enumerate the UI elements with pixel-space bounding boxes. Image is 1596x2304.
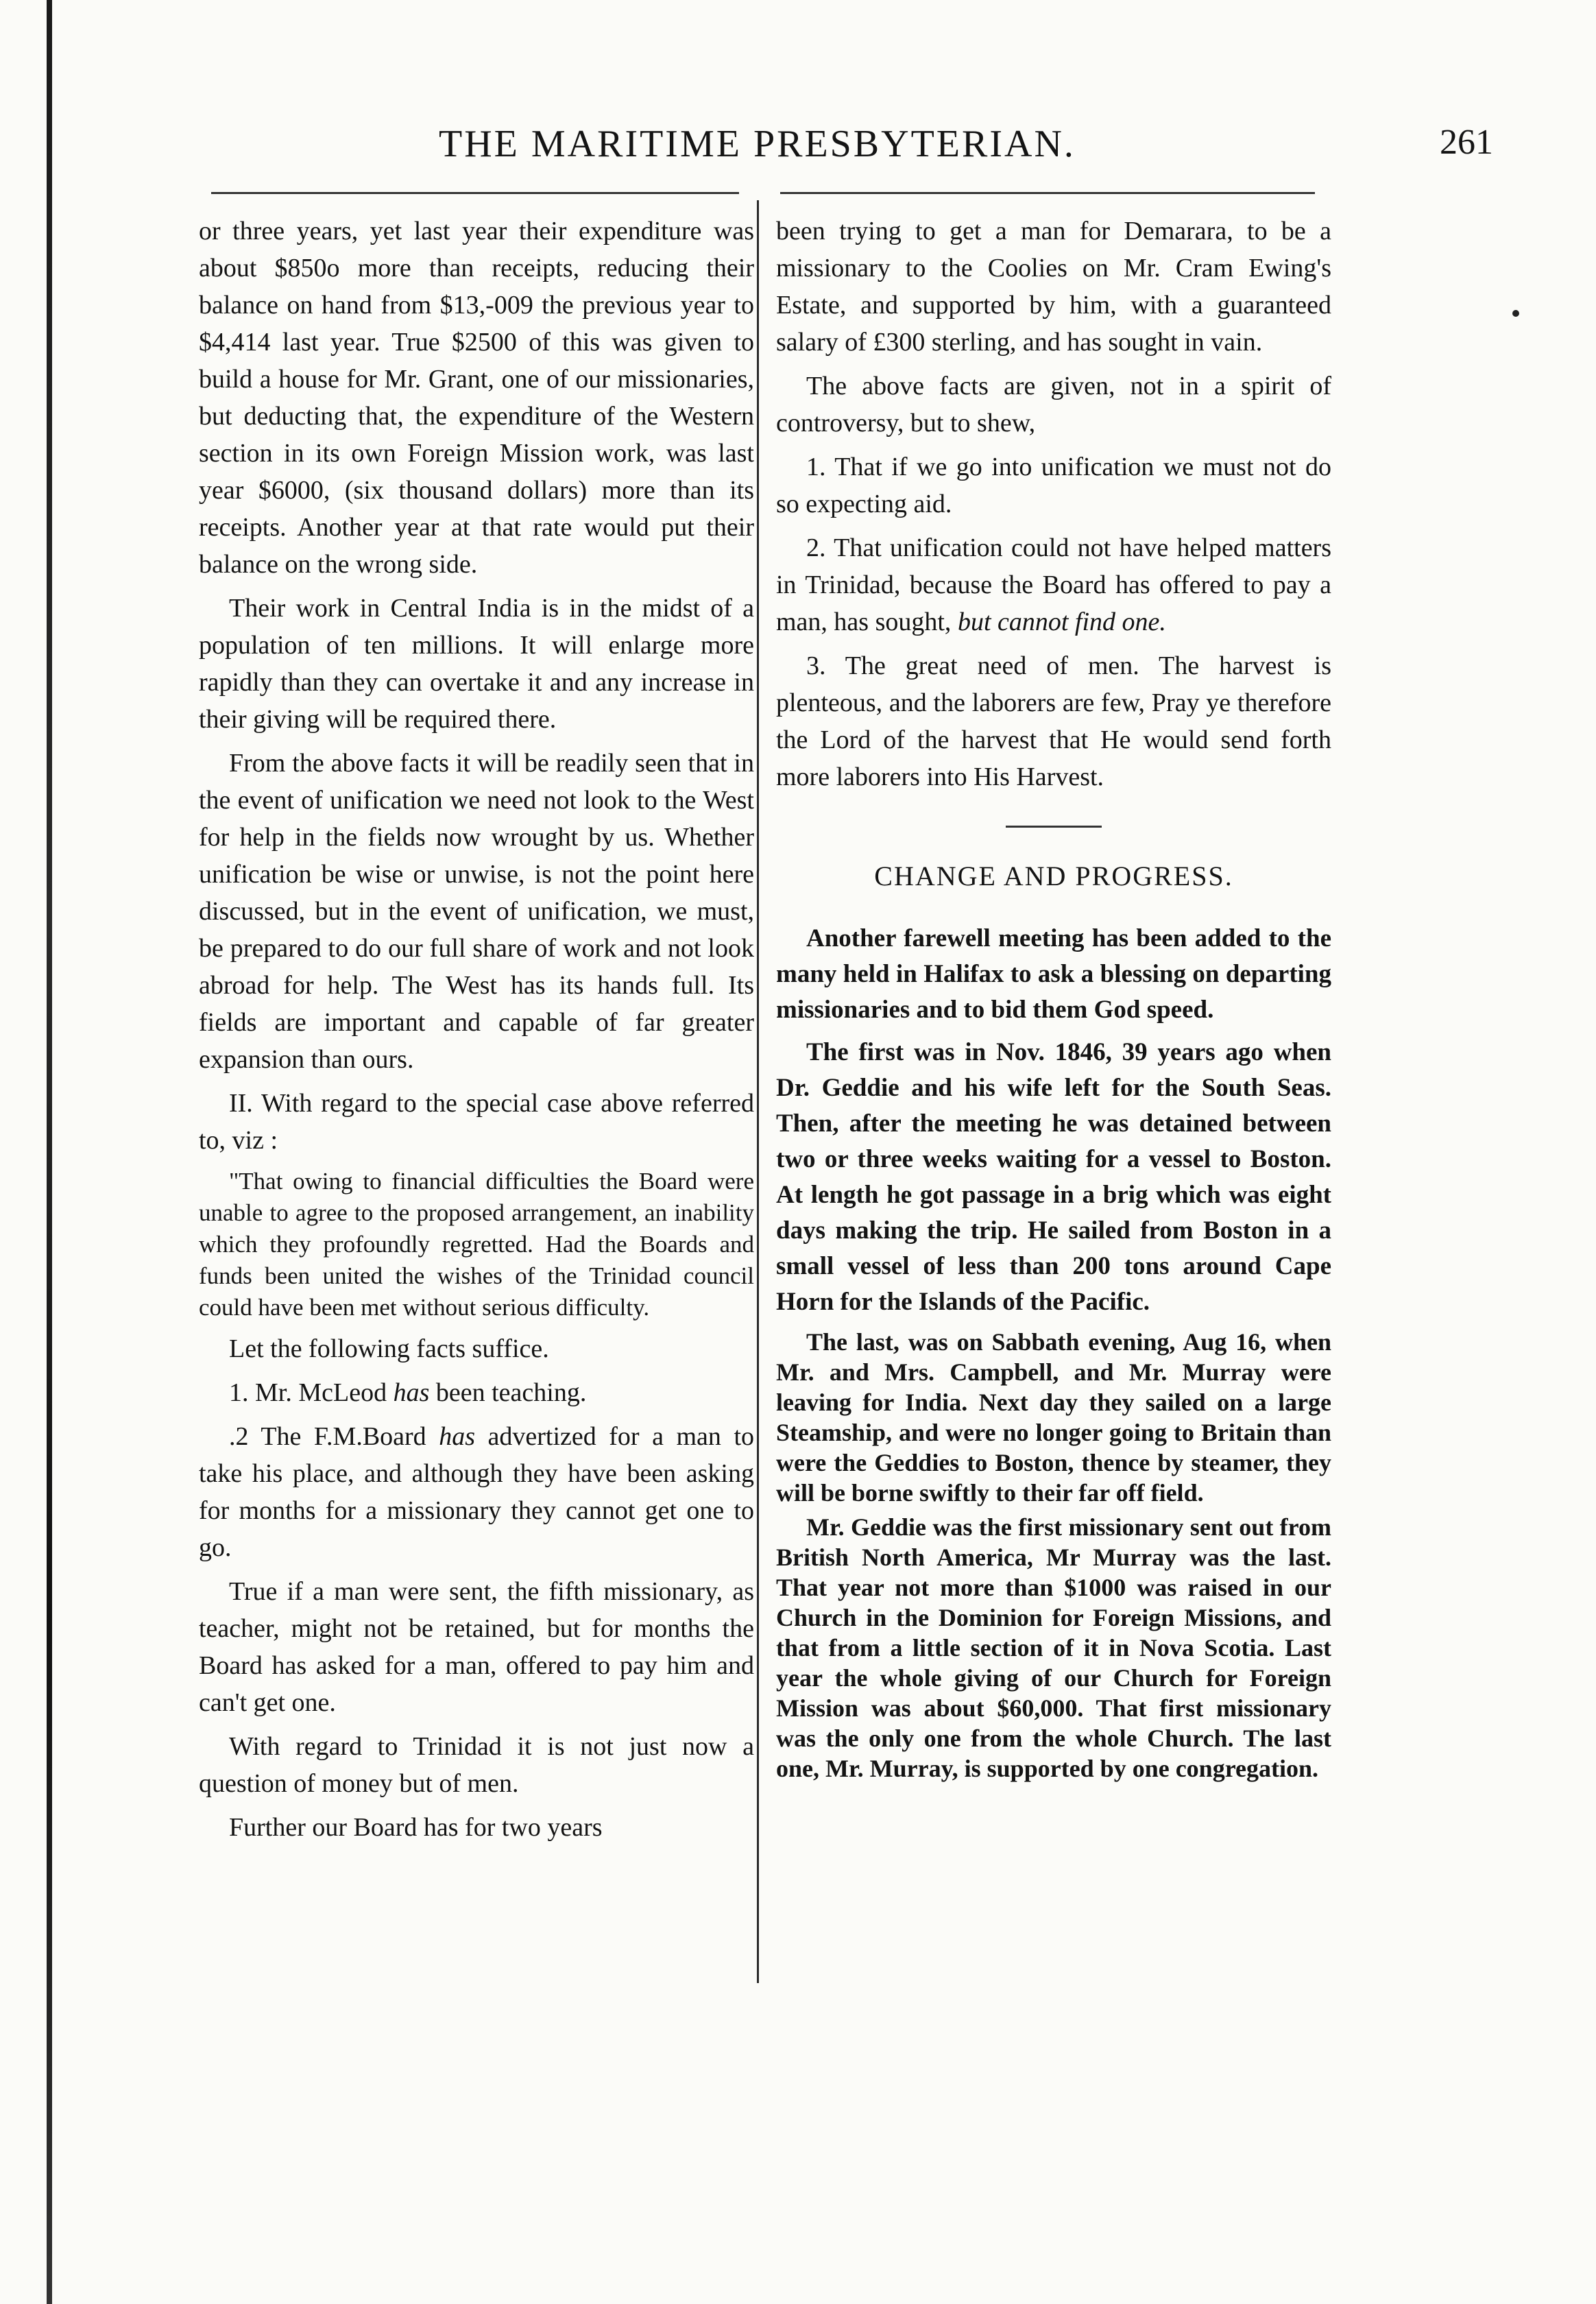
list-item-text: 1. Mr. McLeod (229, 1378, 394, 1407)
paragraph: The above facts are given, not in a spirit of controversy, but to shew, (776, 372, 1331, 437)
list-item: 3. The great need of men. The harvest is plenteous, and the laborers are few, Pray ye therefore the Lord of the harvest that He would send forth more laborers into His Harvest. (776, 651, 1331, 791)
paragraph: Further our Board has for two years (229, 1813, 603, 1842)
article-body-continued (776, 1327, 1331, 1784)
paragraph: Mr. Geddie was the first missionary sent out from British North America, Mr Murray was the last. That year not more than $1000 was raised in our Church in the Dominion for Foreign Missions, and that from a little section of it in Nova Scotia. Last year the whole giving of our Church for Foreign Mission was about $60,000. That first missionary was the only one from the whole Church. The last one, Mr. Murray, is supported by one congregation. (776, 1513, 1331, 1782)
block-quote: "That owing to financial difficulties the Board were unable to agree to the proposed arrangement, an inability which they profoundly regretted. Had the Boards and funds been united the wishes of the Trinidad council could have been met without serious difficulty. (199, 1168, 754, 1321)
paragraph: From the above facts it will be readily seen that in the event of unification we need not look to the West for help in the fields now wrought by us. Whether unification be wise or unwise, is not the point here discussed, but in the event of unification, we must, be prepared to do our full share of work and not look abroad for help. The West has its hands full. Its fields are important and capable of far greater expansion than ours. (199, 749, 754, 1074)
list-item-emphasis: but cannot find one. (957, 608, 1166, 636)
paragraph: II. With regard to the special case above referred to, viz : (199, 1089, 754, 1155)
header-rule-right (780, 192, 1315, 194)
list-item-emphasis: has (393, 1378, 430, 1407)
list-item-text: been teaching. (429, 1378, 587, 1407)
list-item (776, 529, 1331, 640)
print-speck (1512, 310, 1519, 317)
section-title: CHANGE AND PROGRESS. (874, 861, 1233, 891)
column-divider (757, 200, 759, 1983)
paragraph: True if a man were sent, the fifth missionary, as teacher, might not be retained, but for months the Board has asked for a man, offered to pay him and can't get one. (199, 1577, 754, 1717)
list-item-emphasis: has (439, 1422, 475, 1451)
running-title: THE MARITIME PRESBYTERIAN. (439, 123, 1076, 165)
paragraph: or three years, yet last year their expenditure was about $850o more than receipts, reducing their balance on hand from $13,-009 the previous year to $4,414 last year. True $2500 of this was given to build a house for Mr. Grant, one of our missionaries, but deducting that, the expenditure of the Western section in its own Foreign Mission work, was last year $6000, (six thousand dollars) more than its receipts. Another year at that rate would put their balance on the wrong side. (199, 217, 754, 579)
list-item-text: 2. That unification could not have helped matters in Trinidad, because the Board has offered to pay a man, has sought, (776, 533, 1331, 636)
paragraph: The last, was on Sabbath evening, Aug 16, when Mr. and Mrs. Campbell, and Mr. Murray were leaving for India. Next day they sailed on a large Steamship, and were no longer going to Britain than were the Geddies to Boston, thence by steamer, they will be borne swiftly to their far off field. (776, 1328, 1331, 1507)
right-column (776, 213, 1331, 1788)
paragraph: Their work in Central India is in the midst of a population of ten millions. It will enlarge more rapidly than they can overtake it and any increase in their giving will be required there. (199, 594, 754, 734)
list-item-text: .2 The F.M.Board (229, 1422, 439, 1451)
paragraph: With regard to Trinidad it is not just now a question of money but of men. (199, 1732, 754, 1798)
list-item (199, 1418, 754, 1566)
paragraph: The first was in Nov. 1846, 39 years ago when Dr. Geddie and his wife left for the South Seas. Then, after the meeting he was detained between two or three weeks waiting for a vessel to Boston. At length he got passage in a brig which was eight days making the trip. He sailed from Boston in a small vessel of less than 200 tons around Cape Horn for the Islands of the Pacific. (776, 1038, 1331, 1316)
paragraph: been trying to get a man for Demarara, to be a missionary to the Coolies on Mr. Cram Ewing's Estate, and supported by him, with a guaranteed salary of £300 sterling, and has sought in vain. (776, 217, 1331, 357)
page-number: 261 (1440, 123, 1493, 162)
paragraph: Another farewell meeting has been added to the many held in Halifax to ask a blessing on departing missionaries and to bid them God speed. (776, 924, 1331, 1024)
binding-edge (47, 0, 52, 2304)
article-body (776, 921, 1331, 1320)
list-item (199, 1374, 754, 1411)
paragraph: Let the following facts suffice. (229, 1334, 549, 1363)
left-column (199, 213, 754, 1853)
list-item: 1. That if we go into unification we must not do so expecting aid. (776, 453, 1331, 518)
header-rule-left (211, 192, 739, 194)
section-divider (1006, 826, 1102, 828)
list-item-text: advertized for a man to take his place, and although they have been asking for months for a missionary they cannot get one to go. (199, 1422, 754, 1562)
